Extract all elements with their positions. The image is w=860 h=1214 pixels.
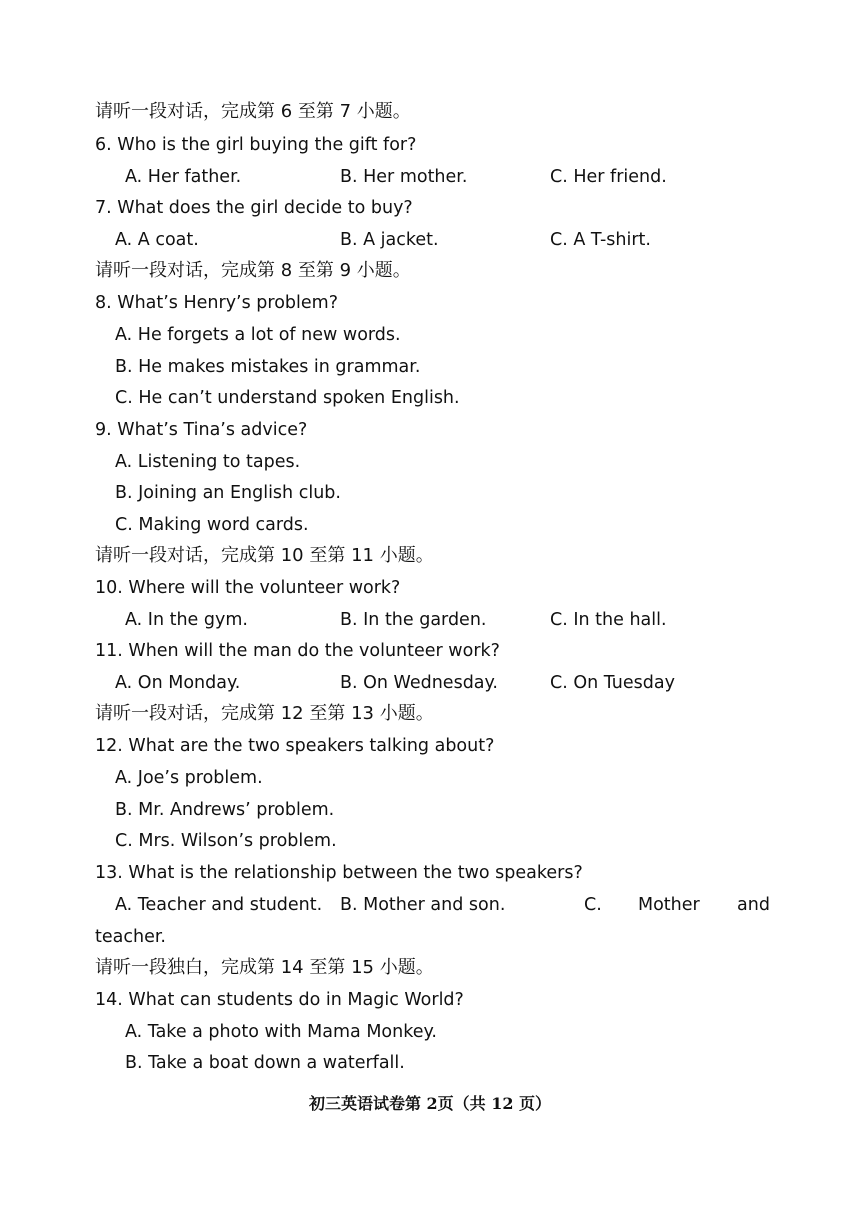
- question-10: 10. Where will the volunteer work?: [95, 578, 401, 598]
- option-7c: C. A T-shirt.: [550, 230, 651, 250]
- option-6b: B. Her mother.: [340, 167, 468, 187]
- question-12: 12. What are the two speakers talking about?: [95, 736, 495, 756]
- option-9a: A. Listening to tapes.: [115, 452, 301, 472]
- option-10b: B. In the garden.: [340, 610, 487, 630]
- option-12a: A. Joe’s problem.: [115, 768, 263, 788]
- question-11: 11. When will the man do the volunteer work?: [95, 641, 500, 661]
- section-heading: 请听一段对话，完成第 10 至第 11 小题。: [95, 545, 434, 566]
- option-14b: B. Take a boat down a waterfall.: [125, 1053, 405, 1073]
- option-11b: B. On Wednesday.: [340, 673, 498, 693]
- option-13c-word-1: Mother: [638, 895, 700, 915]
- question-14: 14. What can students do in Magic World?: [95, 990, 464, 1010]
- section-heading: 请听一段对话，完成第 12 至第 13 小题。: [95, 703, 434, 724]
- question-8: 8. What’s Henry’s problem?: [95, 293, 338, 313]
- option-12b: B. Mr. Andrews’ problem.: [115, 800, 335, 820]
- option-10c: C. In the hall.: [550, 610, 667, 630]
- page-footer: 初三英语试卷第 2页（共 12 页）: [308, 1094, 552, 1113]
- option-14a: A. Take a photo with Mama Monkey.: [125, 1022, 437, 1042]
- question-6: 6. Who is the girl buying the gift for?: [95, 135, 417, 155]
- question-13: 13. What is the relationship between the two speakers?: [95, 863, 583, 883]
- option-7b: B. A jacket.: [340, 230, 439, 250]
- option-8b: B. He makes mistakes in grammar.: [115, 357, 421, 377]
- option-6a: A. Her father.: [125, 167, 242, 187]
- option-9c: C. Making word cards.: [115, 515, 309, 535]
- option-12c: C. Mrs. Wilson’s problem.: [115, 831, 337, 851]
- option-13c-word-2: and: [737, 895, 770, 915]
- section-heading: 请听一段对话，完成第 6 至第 7 小题。: [95, 101, 411, 122]
- option-9b: B. Joining an English club.: [115, 483, 341, 503]
- option-8a: A. He forgets a lot of new words.: [115, 325, 401, 345]
- option-8c: C. He can’t understand spoken English.: [115, 388, 460, 408]
- option-11c: C. On Tuesday: [550, 673, 675, 693]
- section-heading: 请听一段独白，完成第 14 至第 15 小题。: [95, 957, 434, 978]
- option-6c: C. Her friend.: [550, 167, 667, 187]
- question-7: 7. What does the girl decide to buy?: [95, 198, 413, 218]
- option-13a: A. Teacher and student.: [115, 895, 323, 915]
- option-13c-letter: C.: [584, 895, 602, 915]
- option-11a: A. On Monday.: [115, 673, 241, 693]
- option-13b: B. Mother and son.: [340, 895, 506, 915]
- section-heading: 请听一段对话，完成第 8 至第 9 小题。: [95, 260, 411, 281]
- question-9: 9. What’s Tina’s advice?: [95, 420, 308, 440]
- option-13c-word-3: teacher.: [95, 927, 166, 947]
- option-7a: A. A coat.: [115, 230, 199, 250]
- option-10a: A. In the gym.: [125, 610, 248, 630]
